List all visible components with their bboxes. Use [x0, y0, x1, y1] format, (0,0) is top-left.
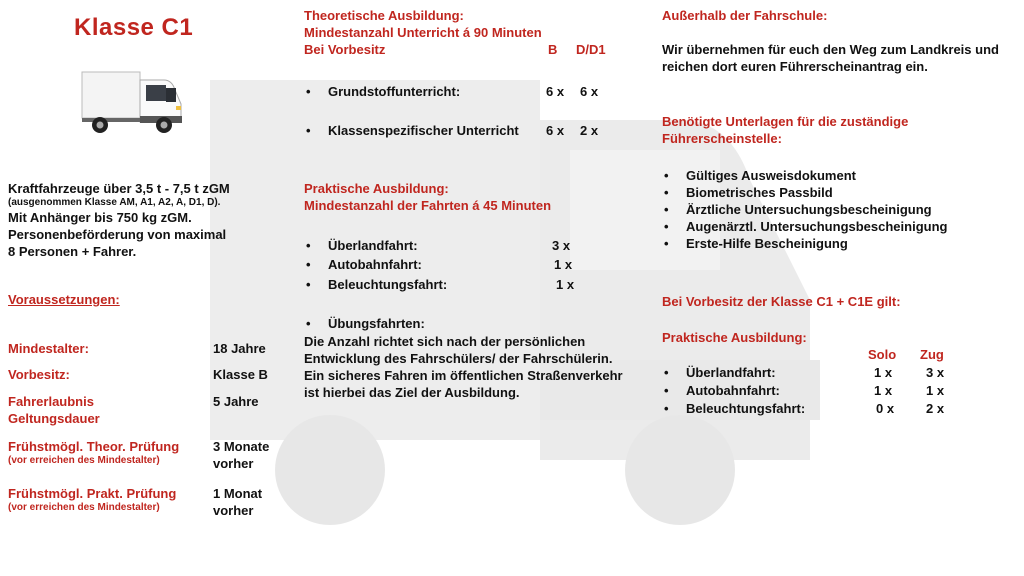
column-b: B — [548, 42, 558, 57]
prior-item-label: Autobahnfahrt: — [686, 383, 780, 398]
desc-line: 8 Personen + Fahrer. — [8, 244, 137, 259]
class-description — [8, 180, 298, 260]
prereq-value: 5 Jahre — [213, 394, 259, 409]
theory-heading-line: Mindestanzahl Unterricht á 90 Minuten — [304, 25, 542, 40]
theory-heading-line: Theoretische Ausbildung: — [304, 8, 464, 23]
prereq-value-line: 1 Monat — [213, 486, 263, 501]
exercise-label: Übungsfahrten: — [328, 316, 425, 331]
prior-item-solo: 1 x — [874, 383, 893, 398]
bullet: • — [306, 257, 311, 272]
practice-heading — [304, 180, 644, 214]
outside-heading: Außerhalb der Fahrschule: — [662, 8, 828, 23]
prior-column-header — [662, 346, 982, 363]
theory-heading — [304, 7, 644, 58]
theory-item — [304, 83, 644, 100]
prior-item — [662, 382, 982, 399]
prereq-label: Vorbesitz: — [8, 367, 70, 382]
prereq-label — [8, 438, 208, 467]
exercise-item — [304, 315, 649, 332]
desc-line: Personenbeförderung von maximal — [8, 227, 227, 242]
theory-item-b: 6 x — [546, 84, 565, 99]
list-item: • Erste-Hilfe Bescheinigung — [662, 235, 1022, 252]
column-solo: Solo — [868, 347, 897, 362]
bullet: • — [306, 123, 311, 138]
outside-text-line: Wir übernehmen für euch den Weg zum Landkreis und — [662, 42, 999, 57]
theory-item-d: 6 x — [580, 84, 599, 99]
bullet: • — [306, 84, 311, 99]
list-item: • Ärztliche Untersuchungsbescheinigung — [662, 201, 1022, 218]
practice-heading-line: Mindestanzahl der Fahrten á 45 Minuten — [304, 198, 552, 213]
exercise-text-line: Ein sicheres Fahren im öffentlichen Straßenverkehr — [304, 368, 623, 383]
theory-column-header — [304, 41, 644, 58]
prior-item-zug: 3 x — [926, 365, 945, 380]
docs-heading-line: Führerscheinstelle: — [662, 131, 782, 146]
theory-item-label: Klassenspezifischer Unterricht — [328, 123, 519, 138]
practice-item-label: Überlandfahrt: — [328, 238, 418, 253]
practice-item-label: Beleuchtungsfahrt: — [328, 277, 448, 292]
prior-practice-heading: Praktische Ausbildung: — [662, 330, 807, 345]
theory-item-label: Grundstoffunterricht: — [328, 84, 461, 99]
prereq-value-line: 3 Monate — [213, 439, 270, 454]
exercise-text-line: Die Anzahl richtet sich nach der persönlichen — [304, 334, 586, 349]
docs-list — [662, 167, 1022, 252]
bullet: • — [664, 365, 669, 380]
docs-heading — [662, 113, 1022, 147]
practice-item-value: 1 x — [554, 257, 573, 272]
outside-text-line: reichen dort euren Führerscheinantrag ein. — [662, 59, 928, 74]
prior-heading: Bei Vorbesitz der Klasse C1 + C1E gilt: — [662, 294, 901, 309]
practice-item — [304, 256, 644, 273]
list-item: • Biometrisches Passbild — [662, 184, 1022, 201]
white-box-truck-icon — [80, 66, 184, 136]
practice-item — [304, 237, 644, 254]
bullet: • — [664, 401, 669, 416]
prior-item-label: Überlandfahrt: — [686, 365, 776, 380]
prereq-note: (vor erreichen des Mindestalter) — [8, 455, 160, 466]
exercise-text-line: ist hierbei das Ziel der Ausbildung. — [304, 385, 520, 400]
prereq-label — [8, 393, 208, 427]
bullet: • — [306, 238, 311, 253]
list-item: • Augenärztl. Untersuchungsbescheinigung — [662, 218, 1022, 235]
desc-note: (ausgenommen Klasse AM, A1, A2, A, D1, D). — [8, 197, 221, 208]
bullet: • — [306, 277, 311, 292]
outside-text — [662, 41, 1022, 75]
prereq-value — [213, 438, 303, 472]
prior-license-label: Bei Vorbesitz — [304, 42, 386, 57]
theory-item-b: 6 x — [546, 123, 565, 138]
list-item: • Gültiges Ausweisdokument — [662, 167, 1022, 184]
practice-item — [304, 276, 644, 293]
prereq-label-line: Fahrerlaubnis — [8, 394, 94, 409]
prereq-label-line: Frühstmögl. Prakt. Prüfung — [8, 486, 177, 501]
prereq-note: (vor erreichen des Mindestalter) — [8, 502, 160, 513]
prereq-label-line: Geltungsdauer — [8, 411, 100, 426]
column-zug: Zug — [920, 347, 944, 362]
prereq-value: 18 Jahre — [213, 341, 266, 356]
prereq-label — [8, 485, 208, 514]
theory-item — [304, 122, 644, 139]
prior-item-label: Beleuchtungsfahrt: — [686, 401, 806, 416]
prereq-label: Mindestalter: — [8, 341, 89, 356]
desc-line: Mit Anhänger bis 750 kg zGM. — [8, 210, 192, 225]
prior-item-zug: 1 x — [926, 383, 945, 398]
practice-item-value: 3 x — [552, 238, 571, 253]
prior-item-solo: 0 x — [876, 401, 895, 416]
prerequisites-heading: Voraussetzungen: — [8, 292, 120, 307]
page-title: Klasse C1 — [74, 14, 194, 41]
exercise-text-line: Entwicklung des Fahrschülers/ der Fahrschülerin. — [304, 351, 613, 366]
prereq-value — [213, 485, 303, 519]
theory-item-d: 2 x — [580, 123, 599, 138]
prereq-label-line: Frühstmögl. Theor. Prüfung — [8, 439, 180, 454]
bullet: • — [664, 383, 669, 398]
desc-line: Kraftfahrzeuge über 3,5 t - 7,5 t zGM — [8, 181, 230, 196]
prereq-value: Klasse B — [213, 367, 268, 382]
prereq-value-line: vorher — [213, 503, 254, 518]
prior-item — [662, 364, 982, 381]
bullet: • — [306, 316, 311, 331]
column-d-d1: D/D1 — [576, 42, 606, 57]
prior-item-solo: 1 x — [874, 365, 893, 380]
exercise-text — [304, 333, 649, 401]
prior-item-zug: 2 x — [926, 401, 945, 416]
prereq-value-line: vorher — [213, 456, 254, 471]
practice-item-value: 1 x — [556, 277, 575, 292]
practice-heading-line: Praktische Ausbildung: — [304, 181, 449, 196]
prior-item — [662, 400, 982, 417]
docs-heading-line: Benötigte Unterlagen für die zuständige — [662, 114, 909, 129]
practice-item-label: Autobahnfahrt: — [328, 257, 422, 272]
